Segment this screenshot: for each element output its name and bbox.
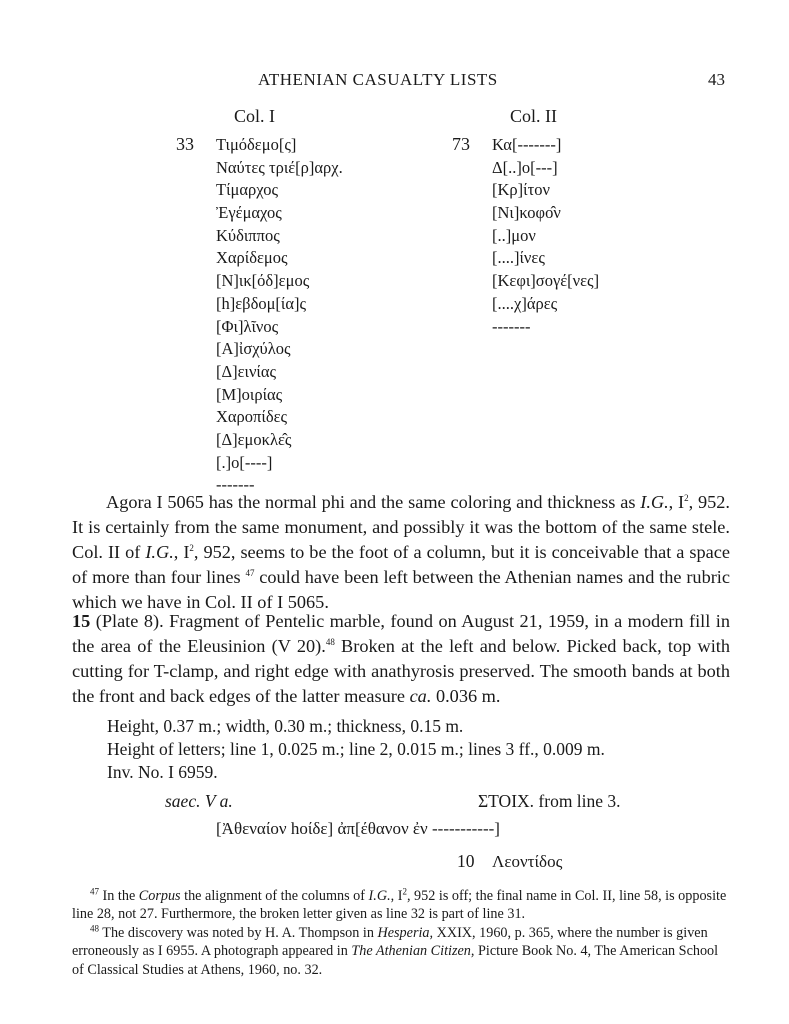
col1-line: Ἐγέμαχος <box>216 203 282 223</box>
text-run: , 952, seems to be the foot of a column, but it is conceivable that a space of more than four lines <box>72 542 730 587</box>
text-run: (Plate 8). Fragment of Pentelic marble, found on August 21, 1959, in a modern fill in the area of the Eleusinion (V 20). <box>72 611 730 656</box>
text-run: The discovery was noted by H. A. Thompson in <box>99 925 378 941</box>
col1-line: [Δ]εμοκλε̂ς <box>216 429 292 449</box>
col2-line: Κα[-------] <box>492 135 562 154</box>
col1-line-number: 33 <box>176 134 194 154</box>
col2-line: [....χ]άρες <box>492 293 558 313</box>
col2-heading: Col. II <box>510 106 557 126</box>
inscription-line-number: 10 <box>457 851 475 871</box>
col1-heading: Col. I <box>234 106 276 126</box>
text-run: could have been left between the Athenian names and the rubric which we have in Col. II of I 5065. <box>72 567 730 612</box>
entry-15-description <box>72 609 730 709</box>
ig-abbrev: I.G. <box>145 542 174 562</box>
stoichedon-note: ΣΤΟΙΧ. from line 3. <box>478 791 621 811</box>
text-run: Picture Book No. 4, The American School of Classical Studies at Athens, 1960, no. 32. <box>72 943 719 978</box>
col1-line: Τίμαρχος <box>216 180 278 200</box>
entry-number: 15 <box>72 611 91 631</box>
text-run: the alignment of the columns of <box>180 888 369 904</box>
inscription-date: saec. V a. <box>165 791 233 811</box>
col1-line: Χαρίδεμος <box>216 248 288 268</box>
book-title: The Athenian Citizen, <box>351 943 475 960</box>
col1-line: [Φι]λῖνος <box>216 316 279 336</box>
col1-line: Κύδιππος <box>216 225 280 245</box>
commentary-paragraph <box>72 490 730 615</box>
page-number: 43 <box>708 70 725 89</box>
col1-line: [h]εβδομ[ία]ς <box>216 293 307 313</box>
col2-line: [....]ίνες <box>492 248 545 268</box>
superscript: 2 <box>402 886 407 897</box>
running-title: ATHENIAN CASUALTY LISTS <box>258 70 498 89</box>
footnote-ref: 47 <box>245 567 255 578</box>
col1-line: [Δ]εινίας <box>216 361 277 381</box>
col1-line: [Ν]ικ[όδ]εμος <box>216 271 310 291</box>
col2-line: [Κεφι]σογέ[νες] <box>492 271 600 291</box>
text-run: In the <box>99 888 139 904</box>
col1-line: ------- <box>216 475 255 495</box>
text-run: , I <box>390 888 403 904</box>
superscript: 2 <box>684 492 689 503</box>
measurement-line: Height of letters; line 1, 0.025 m.; line 2, 0.015 m.; lines 3 ff., 0.009 m. <box>107 738 605 759</box>
superscript: 2 <box>189 542 194 553</box>
col1-line: Χαροπίδες <box>216 407 288 427</box>
measurement-line: Height, 0.37 m.; width, 0.30 m.; thickness, 0.15 m. <box>107 716 464 736</box>
circa-abbrev: ca. <box>409 686 432 706</box>
inscription-line-2: Λεοντίδος <box>492 852 563 871</box>
col1-line: Τιμόδεμο[ς] <box>216 135 297 154</box>
text-run: , 952 is off; the final name in Col. II, line 58, is opposite line 28, not 27. Furthermore, the broken letter given as line 32 is part of line 31. <box>72 888 727 923</box>
col1-line: [.]ο[----] <box>216 452 273 472</box>
footnote-48 <box>72 924 732 979</box>
text-run: XXIX, 1960, p. 365, where the number is given erroneously as I 6955. A photograph appeared in <box>72 925 708 960</box>
col2-line: [..]μον <box>492 225 536 245</box>
col2-line: ------- <box>492 316 531 336</box>
col2-line-number: 73 <box>452 134 470 154</box>
footnote-mark: 47 <box>90 886 99 897</box>
col2-names <box>492 134 599 338</box>
col2-line: [Νι]κοφο̂ν <box>492 203 561 223</box>
col2-line: [Κρ]ίτον <box>492 180 550 200</box>
text-run: Broken at the left and below. Picked back, top with cutting for T-clamp, and right edge with anathyrosis preserved. The smooth bands at both the front and back edges of the latter measure <box>72 636 731 706</box>
col1-line: [Α]ἰσχύλος <box>216 339 291 359</box>
ig-abbrev: I.G. <box>640 492 669 512</box>
text-run: , I <box>173 542 190 562</box>
col2-line: Δ[..]ο[---] <box>492 157 558 177</box>
text-run: 0.036 m. <box>431 686 501 706</box>
footnote-47 <box>72 887 732 924</box>
ig-abbrev: I.G. <box>368 888 391 904</box>
footnote-mark: 48 <box>90 923 99 934</box>
measurements <box>107 715 605 783</box>
text-run: Agora I 5065 has the normal phi and the same coloring and thickness as <box>106 492 641 512</box>
measurement-line: Inv. No. I 6959. <box>107 761 218 782</box>
col1-line: Ναύτες τριέ[ρ]αρχ. <box>216 157 343 177</box>
col1-names <box>216 134 343 497</box>
inscription-line-1: [Ἀθεναίον hοίδε] ἀπ[έθανον ἐν -----------] <box>216 819 500 838</box>
corpus-title: Corpus <box>138 888 181 904</box>
text-run: , 952. It is certainly from the same monument, and possibly it was the bottom of the same stele. Col. II of <box>72 492 731 562</box>
journal-title: Hesperia, <box>377 925 434 941</box>
footnote-ref: 48 <box>325 636 335 647</box>
col1-line: [Μ]οιρίας <box>216 384 283 404</box>
text-run: , I <box>668 492 685 512</box>
